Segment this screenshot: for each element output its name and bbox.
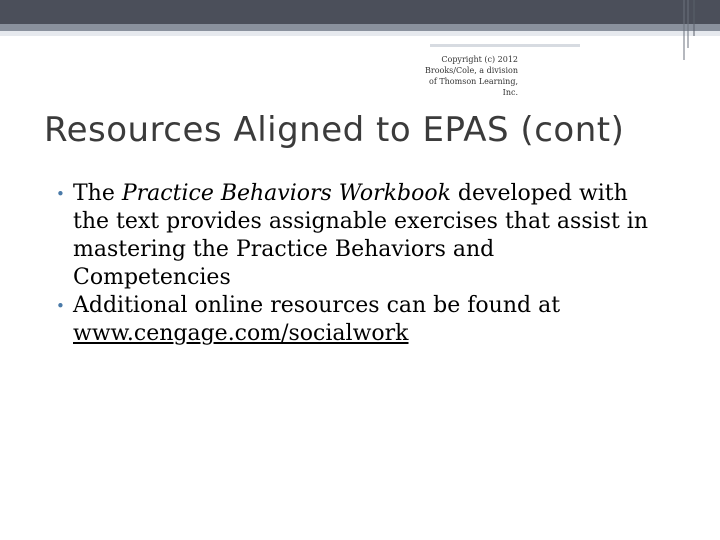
- bullet-icon: •: [56, 297, 65, 315]
- top-fade-bar: [0, 31, 720, 36]
- bullet-icon: •: [56, 185, 65, 203]
- corner-lines-decoration: [680, 0, 720, 60]
- workbook-title: Practice Behaviors Workbook: [121, 181, 451, 206]
- copyright-notice: [408, 54, 518, 98]
- cengage-link[interactable]: www.cengage.com/socialwork: [73, 321, 409, 346]
- slide-body: [56, 180, 656, 348]
- copyright-line: Copyright (c) 2012: [441, 55, 518, 64]
- subheader-rule: [430, 44, 580, 47]
- slide-title: Resources Aligned to EPAS (cont): [44, 110, 625, 150]
- top-accent-bar: [0, 24, 720, 31]
- bullet-text: Additional online resources can be found at: [73, 293, 561, 318]
- bullet-item: [56, 180, 656, 292]
- copyright-line: of Thomson Learning,: [429, 77, 518, 86]
- bullet-text: developed with the text provides assignable exercises that assist in mastering the Practice Behaviors and Competencies: [73, 181, 648, 290]
- copyright-line: Inc.: [502, 88, 518, 97]
- bullet-text: The: [73, 181, 122, 206]
- copyright-line: Brooks/Cole, a division: [424, 66, 518, 75]
- bullet-item: [56, 292, 656, 348]
- top-decorative-bar: [0, 0, 720, 24]
